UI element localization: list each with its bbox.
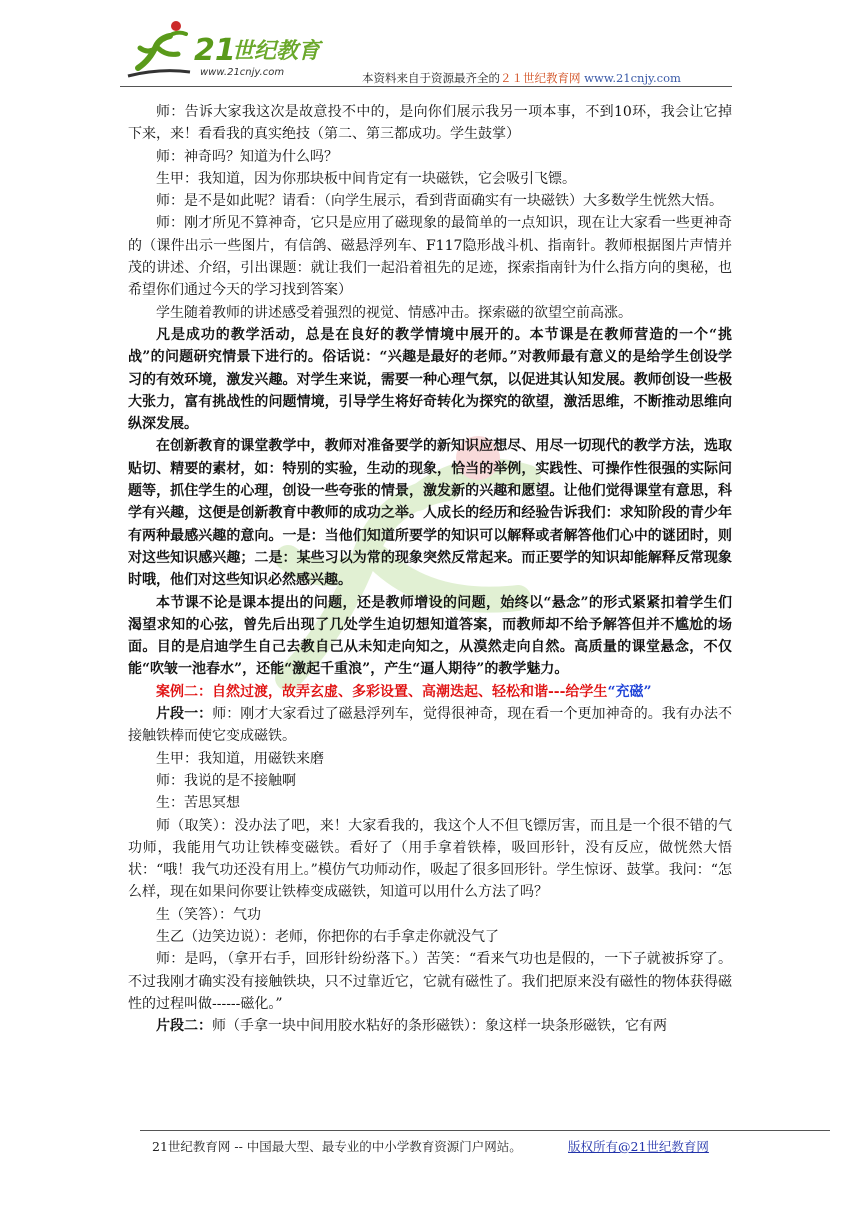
site-logo: [120, 18, 360, 82]
footer-text: 21世纪教育网 -- 中国最大型、最专业的中小学教育资源门户网站。: [152, 1139, 522, 1154]
commentary-paragraph: 本节课不论是课本提出的问题，还是教师增设的问题，始终以“悬念”的形式紧紧扣着学生们渴望求知的心弦，曾先后出现了几处学生迫切想知道答案，而教师却不给予解答但并不尴尬的场面。目的是启迪学生自己去教自己从未知走向知之，从漠然走向自然。高质量的课堂悬念，不仅能“吹皱一池春水”，还能“激起千重浪”，产生“逼人期待”的教学魅力。: [128, 594, 732, 678]
case-heading: [128, 681, 732, 703]
fragment-label: 片段二：: [156, 1018, 212, 1035]
paragraph: 生甲：我知道，因为你那块板中间肯定有一块磁铁，它会吸引飞镖。: [156, 170, 576, 187]
document-body: [128, 101, 732, 1037]
header-source-text: [362, 70, 681, 86]
footer-divider: [140, 1130, 830, 1131]
dialogue-line: 生：苦思冥想: [156, 795, 240, 812]
commentary-paragraph: 凡是成功的教学活动，总是在良好的教学情境中展开的。本节课是在教师营造的一个“挑战”的问题研究情景下进行的。俗话说：“兴趣是最好的老师。”对教师最有意义的是给学生创设学习的有效环境，激发兴趣。对学生来说，需要一种心理气氛，以促进其认知发展。教师创设一些极大张力，富有挑战性的问题情境，引导学生将好奇转化为探究的欲望，激活思维，不断推动思维向纵深发展。: [128, 326, 732, 433]
fragment-label: 片段一：: [156, 706, 213, 723]
fragment-text: 师：刚才大家看过了磁悬浮列车，觉得很神奇，现在看一个更加神奇的。我有办法不接触铁棒而使它变成磁铁。: [128, 706, 733, 745]
paragraph: 师：神奇吗？知道为什么吗？: [156, 148, 338, 165]
dialogue-line: 生乙（边笑边说）：老师，你把你的右手拿走你就没气了: [156, 928, 499, 945]
fragment-one: [128, 703, 732, 748]
paragraph: 师：是不是如此呢？请看：（向学生展示，看到背面确实有一块磁铁）大多数学生恍然大悟。: [156, 193, 723, 210]
svg-text:世纪教育: 世纪教育: [232, 39, 321, 64]
running-figure-icon: [128, 21, 190, 76]
fragment-text: 师（手拿一块中间用胶水粘好的条形磁铁）：象这样一块条形磁铁，它有两: [212, 1018, 667, 1035]
source-prefix: 本资料来自于资源最齐全的: [362, 71, 500, 85]
dialogue-line: 生（笑答）：气功: [156, 906, 261, 923]
page-footer: [152, 1137, 709, 1155]
paragraph: 师：告诉大家我这次是故意投不中的，是向你们展示我另一项本事，不到10环，我会让它掉下来，来！看看我的真实绝技（第二、第三都成功。学生鼓掌）: [128, 104, 732, 143]
header-divider: [120, 86, 732, 87]
paragraph: 师：刚才所见不算神奇，它只是应用了磁现象的最简单的一点知识，现在让大家看一些更神奇的（课件出示一些图片，有信鸽、磁悬浮列车、F117隐形战斗机、指南针。教师根据图片声情并茂的讲述、介绍，引出课题：就让我们一起沿着祖先的足迹，探索指南针为什么指方向的奥秘，也希望你们通过今天的学习找到答案）: [128, 215, 732, 299]
dialogue-line: 师（取笑）：没办法了吧，来！大家看我的，我这个人不但飞镖厉害，而且是一个很不错的气功师，我能用气功让铁棒变磁铁。看好了（用手拿着铁棒，吸回形针，没有反应，做恍然大悟状：“哦！我气功还没有用上。”模仿气功师动作，吸起了很多回形针。学生惊讶、鼓掌。我问：“怎么样，现在如果问你要让铁棒变成磁铁，知道可以用什么方法了吗？: [128, 817, 732, 901]
svg-text:www.21cnjy.com: www.21cnjy.com: [200, 67, 285, 78]
page-header: [120, 18, 735, 88]
commentary-paragraph: 在创新教育的课堂教学中，教师对准备要学的新知识应想尽、用尽一切现代的教学方法，选取贴切、精要的素材，如：特别的实验，生动的现象，恰当的举例，实践性、可操作性很强的实际问题等，抓住学生的心理，创设一些夸张的情景，激发新的兴趣和愿望。让他们觉得课堂有意思，科学有兴趣，这便是创新教育中教师的成功之举。人成长的经历和经验告诉我们：求知阶段的青少年有两种最感兴趣的意向。一是：当他们知道所要学的知识可以解释或者解答他们心中的谜团时，则对这些知识感兴趣；二是：某些习以为常的现象突然反常起来。而正要学的知识却能解释反常现象时哦，他们对这些知识必然感兴趣。: [128, 438, 732, 589]
case-highlight: “充磁”: [607, 683, 652, 700]
dialogue-line: 师：我说的是不接触啊: [156, 772, 296, 789]
case-title: 案例二：自然过渡，故弄玄虚、多彩设置、高潮迭起、轻松和谐---给学生: [156, 683, 608, 700]
fragment-two: [128, 1015, 732, 1037]
source-url-link[interactable]: www.21cnjy.com: [584, 71, 681, 85]
dialogue-line: 师：是吗，（拿开右手，回形针纷纷落下。）苦笑：“看来气功也是假的，一下子就被拆穿了。不过我刚才确实没有接触铁块，只不过靠近它，它就有磁性了。我们把原来没有磁性的物体获得磁性的过程叫做------磁化。”: [128, 951, 732, 1012]
copyright-link[interactable]: 版权所有@21世纪教育网: [568, 1139, 709, 1154]
source-site-link[interactable]: ２１世纪教育网: [500, 71, 581, 85]
paragraph: 学生随着教师的讲述感受着强烈的视觉、情感冲击。探索磁的欲望空前高涨。: [156, 304, 632, 321]
dialogue-line: 生甲：我知道，用磁铁来磨: [156, 750, 324, 767]
svg-text:21: 21: [194, 33, 236, 68]
